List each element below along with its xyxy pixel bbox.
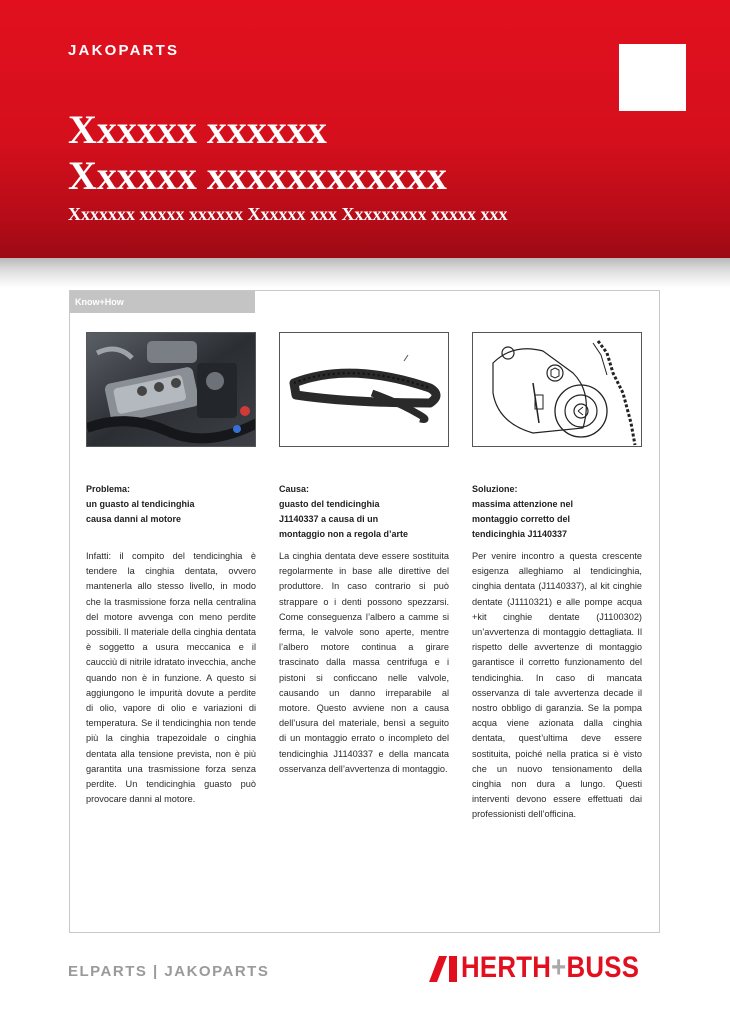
brand-name: JAKOPARTS [68,42,180,59]
heading-line: guasto del tendicinghia [279,499,380,509]
herth-buss-logo [427,951,689,987]
title-line-2: Xxxxxx xxxxxxxxxxxx [68,153,447,198]
engine-photo [86,332,256,447]
page-title [68,107,447,199]
heading-line: Causa: [279,484,310,494]
column-cause [279,332,454,774]
section-tag: Know+How [70,291,255,313]
problem-heading [86,482,256,527]
header-shadow [0,258,730,288]
footer-brands: ELPARTS | JAKOPARTS [68,963,270,980]
title-line-1: Xxxxxx xxxxxx [68,107,327,152]
solution-heading [472,482,642,542]
heading-line: Soluzione: [472,484,518,494]
heading-line: J1140337 a causa di un [279,514,379,524]
logo-part-herth: HERTH [461,951,552,984]
column-problem [86,332,261,805]
page-subtitle: Xxxxxxx xxxxx xxxxxx Xxxxxx xxx Xxxxxxxxx xxxxx xxx [68,204,508,224]
heading-line: causa danni al motore [86,514,182,524]
timing-belt-photo [279,332,449,447]
heading-line: Problema: [86,484,131,494]
logo-wordmark [461,951,639,985]
problem-text: Infatti: il compito del tendicinghia è tendere la cinghia dentata, ovvero mantenerla allo stesso livello, in modo che la trasmissione forza nella centralina del motore avvenga con meno perdite possibili. Il materiale della cinghia dentata è soggetto a usura meccanica e il caucciù di nitrile idratato invecchia, anche quando non è in funzione. A questo si aggiungono le impurità dovute a perdite di olio, vapore di olio e variazioni di temperatura. Se il tendicinghia non tende più la cinghia trapezoidale o cinghia dentata alla tensione prevista, non è più garantita una trasmissione forza senza perdite. Un tendicinghia guasto può provocare danni al motore. [86,551,256,805]
column-solution [472,332,647,820]
heading-line: un guasto al tendicinghia [86,499,195,509]
logo-placeholder-square [619,44,686,111]
logo-plus: + [551,951,567,984]
logo-part-buss: BUSS [566,951,640,984]
heading-line: massima attenzione nel [472,499,574,509]
solution-text: Per venire incontro a questa crescente esigenza alleghiamo al tendicinghia, cinghia dentata (J1140337), al kit cinghie dentate (J1110321) e alle pompe acqua +kit cinghie dentate (J1100302) un’avvertenza di montaggio dettagliata. Il rispetto delle avvertenze di montaggio garantisce il corretto funzionamento del tendicinghia. In caso di mancata osservanza di tale avvertenza decade il nostro obbligo di garanzia. Se la pompa acqua viene azionata dalla cinghia dentata, quest’ultima deve essere sostituita, poiché nella pratica si è visto che un nuovo tensionamento della cinghia non dura a lungo. Questi interventi devono essere effettuati dai professionisti dell’officina. [472,551,642,820]
tensioner-diagram [472,332,642,447]
heading-line: tendicinghia J1140337 [472,529,568,539]
cause-heading [279,482,449,542]
heading-line: montaggio non a regola d’arte [279,529,409,539]
cause-text: La cinghia dentata deve essere sostituita regolarmente in base alle direttive del produttore. In caso contrario si può strappare o i denti possono spezzarsi. Come conseguenza l’albero a camme si ferma, le valvole sono aperte, mentre l’albero motore continua a girare trascinato dalla massa centrifuga e i pistoni si conficcano nelle valvole, causando un danno irreparabile al motore. Questo avviene non a causa dell’usura del materiale, bensì a seguito di un montaggio errato o incompleto del tendicinghia J1140337 e della mancata osservanza dell’avvertenza di montaggio. [279,551,449,774]
logo-mark-icon [427,952,459,986]
heading-line: montaggio corretto del [472,514,571,524]
